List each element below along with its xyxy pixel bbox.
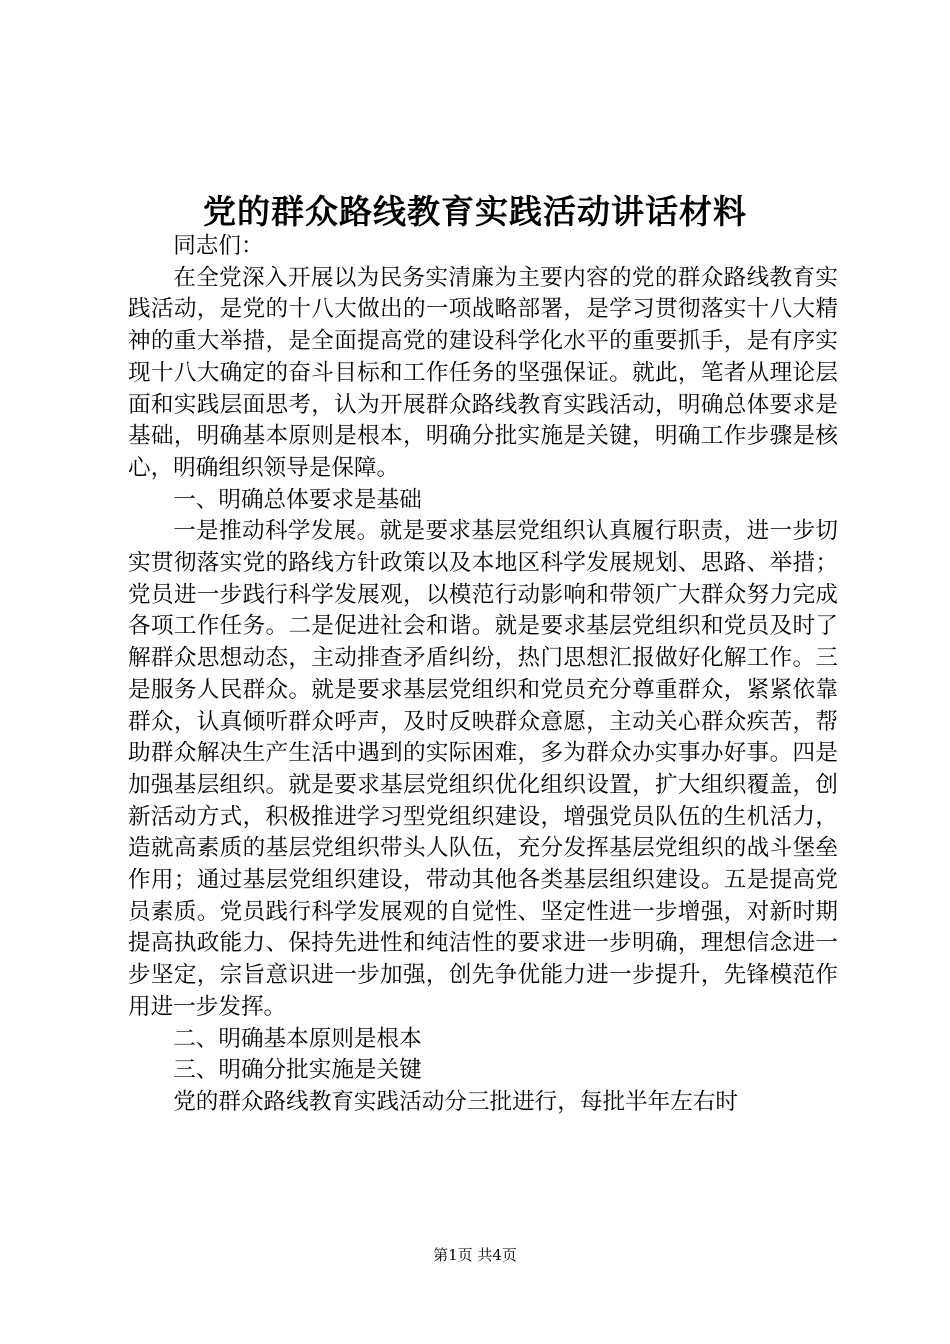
section-heading-1: 一、明确总体要求是基础 bbox=[173, 486, 422, 513]
document-body bbox=[128, 231, 838, 1119]
salutation: 同志们： bbox=[173, 233, 264, 259]
page-number-footer: 第1页 共4页 bbox=[433, 1246, 517, 1264]
section-3-paragraph: 党的群众路线教育实践活动分三批进行，每批半年左右时 bbox=[173, 1088, 739, 1115]
section-1-paragraph: 一是推动科学发展。就是要求基层党组织认真履行职责，进一步切实贯彻落实党的路线方针政策以及本地区科学发展规划、思路、举措；党员进一步践行科学发展观，以模范行动影响和带领广大群众努力完成各项工作任务。二是促进社会和谐。就是要求基层党组织和党员及时了解群众思想动态，主动排查矛盾纠纷，热门思想汇报做好化解工作。三是服务人民群众。就是要求基层党组织和党员充分尊重群众，紧紧依靠群众，认真倾听群众呼声，及时反映群众意愿，主动关心群众疾苦，帮助群众解决生产生活中遇到的实际困难，多为群众办实事办好事。四是加强基层组织。就是要求基层党组织优化组织设置，扩大组织覆盖，创新活动方式，积极推进学习型党组织建设，增强党员队伍的生机活力，造就高素质的基层党组织带头人队伍，充分发挥基层党组织的战斗堡垒作用；通过基层党组织建设，带动其他各类基层组织建设。五是提高党员素质。党员践行科学发展观的自觉性、坚定性进一步增强，对新时期提高执政能力、保持先进性和纯洁性的要求进一步明确，理想信念进一步坚定，宗旨意识进一步加强，创先争优能力进一步提升，先锋模范作用进一步发挥。 bbox=[128, 518, 838, 1020]
document-title: 党的群众路线教育实践活动讲话材料 bbox=[203, 192, 747, 231]
section-heading-3: 三、明确分批实施是关键 bbox=[173, 1057, 422, 1084]
section-heading-2: 二、明确基本原则是根本 bbox=[173, 1025, 422, 1052]
intro-paragraph: 在全党深入开展以为民务实清廉为主要内容的党的群众路线教育实践活动，是党的十八大做出的一项战略部署，是学习贯彻落实十八大精神的重大举措，是全面提高党的建设科学化水平的重要抓手，是有序实现十八大确定的奋斗目标和工作任务的坚强保证。就此，笔者从理论层面和实践层面思考，认为开展群众路线教育实践活动，明确总体要求是基础，明确基本原则是根本，明确分批实施是关键，明确工作步骤是核心，明确组织领导是保障。 bbox=[128, 264, 838, 481]
